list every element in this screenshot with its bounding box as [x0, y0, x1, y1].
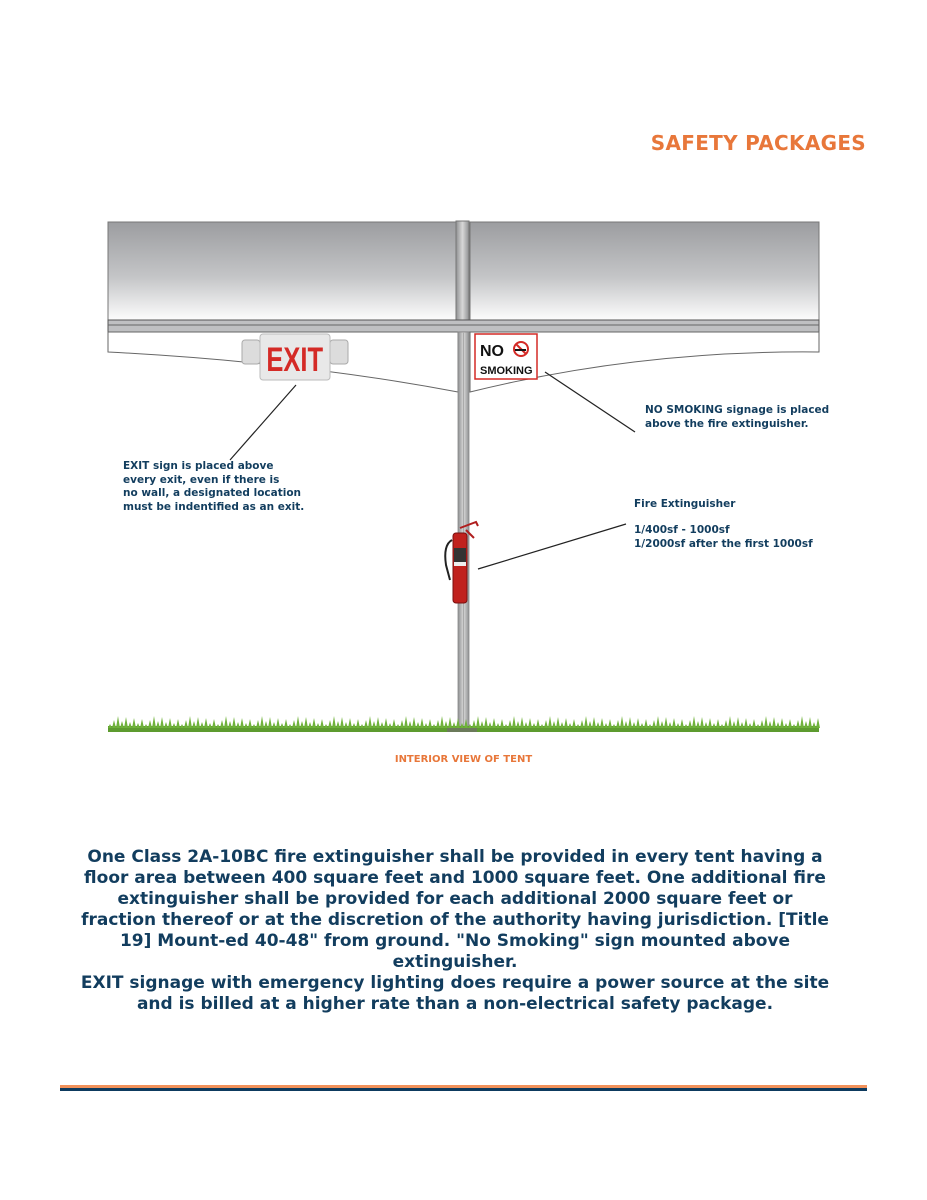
fire-extinguisher	[445, 522, 478, 603]
svg-text:SMOKING: SMOKING	[480, 365, 533, 377]
body-paragraph-1: One Class 2A-10BC fire extinguisher shall be provided in every tent having a floor area between 400 square feet and 1000 square feet. One additional fire extinguisher shall be provided for each additional 2000 square feet or fraction thereof or at the discretion of the authority having jurisdiction. [Title 19] Mount-ed 40-48" from ground. "No Smoking" sign mounted above extinguisher.	[81, 847, 829, 972]
footer-rule-navy	[60, 1088, 867, 1091]
no-smoking-sign	[475, 334, 537, 379]
no-smoking-annotation: NO SMOKING signage is placed above the fire extinguisher.	[645, 404, 830, 430]
exit-sign	[242, 334, 348, 380]
extinguisher-title: Fire Extinguisher	[634, 498, 736, 510]
exit-sign-text: EXIT	[266, 341, 324, 379]
svg-text:NO: NO	[480, 343, 504, 360]
page-title: SAFETY PACKAGES	[650, 131, 866, 155]
extinguisher-rule-2: 1/2000sf after the first 1000sf	[634, 538, 813, 550]
extinguisher-rule-1: 1/400sf - 1000sf	[634, 524, 730, 536]
beam	[108, 320, 819, 332]
upper-pole	[456, 221, 469, 321]
body-paragraph-2: EXIT signage with emergency lighting does require a power source at the site and is billed at a higher rate than a non-electrical safety package.	[80, 973, 830, 1014]
exit-annotation: EXIT sign is placed above every exit, even if there is no wall, a designated location must be indentified as an exit.	[123, 460, 305, 513]
illustration-caption: INTERIOR VIEW OF TENT	[394, 754, 533, 765]
